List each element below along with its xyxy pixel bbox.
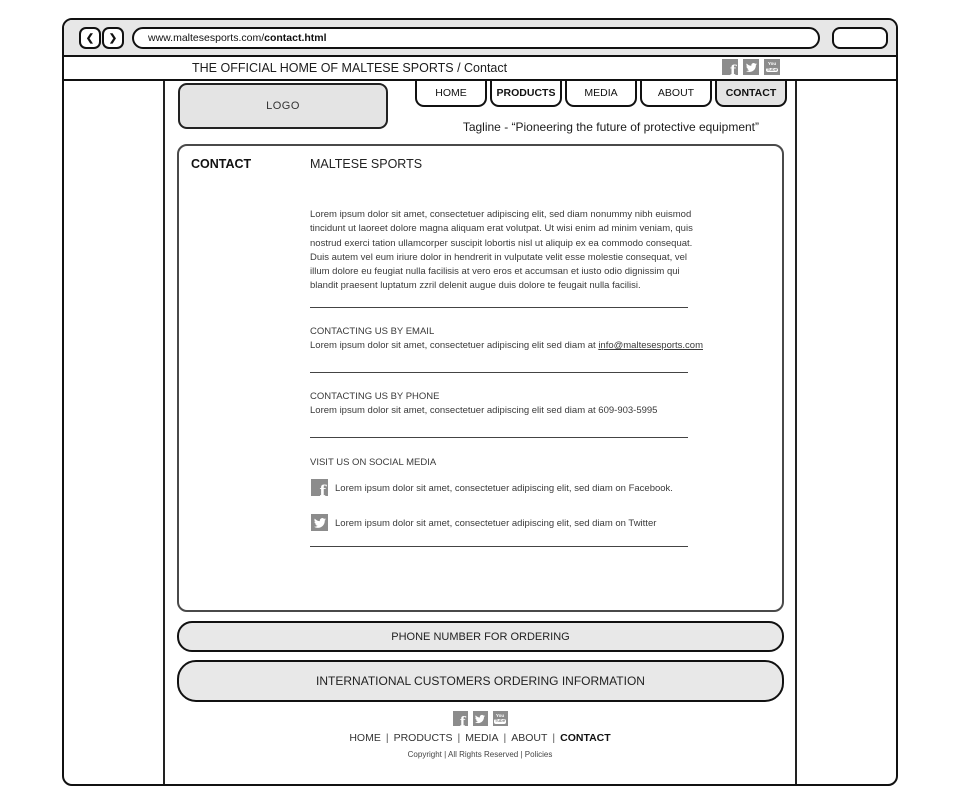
footer-separator: | — [503, 732, 507, 744]
phone-section-heading: CONTACTING US BY PHONE — [310, 391, 440, 402]
site-header — [64, 57, 896, 81]
footer-social-icons — [165, 711, 795, 726]
browser-back-button[interactable] — [79, 27, 101, 49]
divider — [310, 307, 688, 308]
page-title: CONTACT — [191, 157, 252, 171]
site-name: MALTESE SPORTS — [310, 157, 423, 171]
footer-link-products[interactable]: PRODUCTS — [393, 732, 453, 744]
tab-products[interactable]: PRODUCTS — [490, 81, 562, 107]
page-container — [163, 81, 797, 784]
facebook-line-text: Lorem ipsum dolor sit amet, consectetuer adipiscing elit, sed diam on Facebook. — [335, 483, 673, 494]
tab-media[interactable]: MEDIA — [565, 81, 637, 107]
twitter-icon[interactable] — [743, 59, 759, 75]
browser-menu-button[interactable] — [832, 27, 888, 49]
contact-content-box — [177, 144, 784, 612]
email-link[interactable]: info@maltesesports.com — [598, 340, 703, 351]
url-bar[interactable] — [132, 27, 820, 49]
facebook-icon[interactable] — [453, 711, 468, 726]
twitter-icon[interactable] — [311, 514, 328, 531]
browser-chrome — [64, 20, 896, 57]
footer-link-home[interactable]: HOME — [349, 732, 381, 744]
twitter-bird-icon — [746, 62, 757, 73]
email-section-heading: CONTACTING US BY EMAIL — [310, 326, 435, 337]
url-page-text: contact.html — [264, 32, 327, 44]
tab-home[interactable]: HOME — [415, 81, 487, 107]
youtube-glyph — [494, 714, 506, 724]
divider — [310, 437, 688, 438]
youtube-icon[interactable] — [764, 59, 780, 75]
site-logo[interactable]: LOGO — [178, 83, 388, 129]
phone-ordering-button[interactable]: PHONE NUMBER FOR ORDERING — [177, 621, 784, 652]
footer-separator: | — [385, 732, 389, 744]
footer-link-about[interactable]: ABOUT — [511, 732, 548, 744]
footer-link-media[interactable]: MEDIA — [465, 732, 499, 744]
twitter-bird-icon — [475, 714, 485, 724]
main-nav — [415, 81, 787, 107]
browser-window — [62, 18, 898, 786]
browser-forward-button[interactable] — [102, 27, 124, 49]
facebook-f-glyph: f — [459, 715, 466, 726]
facebook-icon[interactable] — [722, 59, 738, 75]
tab-about[interactable]: ABOUT — [640, 81, 712, 107]
youtube-you-text: You — [767, 61, 777, 66]
phone-section-text: Lorem ipsum dolor sit amet, consectetuer adipiscing elit sed diam at 609-903-5995 — [310, 405, 658, 416]
youtube-icon[interactable] — [493, 711, 508, 726]
tab-contact[interactable]: CONTACT — [715, 81, 787, 107]
header-social-icons — [722, 59, 780, 75]
tagline: Tagline - “Pioneering the future of protective equipment” — [462, 120, 759, 134]
footer-nav — [165, 732, 795, 744]
email-text: Lorem ipsum dolor sit amet, consectetuer adipiscing elit sed diam at — [310, 340, 599, 351]
youtube-tube-text: Tube — [766, 66, 778, 72]
facebook-f-glyph: f — [729, 63, 736, 75]
intro-paragraph: Lorem ipsum dolor sit amet, consectetuer adipiscing elit, sed diam nonummy nibh euismod tincidunt ut laoreet dolore magna aliquam erat volutpat. Ut wisi enim ad minim veniam, quis nostrud exerci tation ullamcorper suscipit lobortis nisl ut aliquip ex ea commodo consequat. Duis autem vel eum iriure dolor in hendrerit in vulputate velit esse molestie consequat, vel illum dolore eu feugiat nulla facilisis at vero eros et accumsan et iusto odio dignissim qui blandit praesent luptatum zzril delenit augue duis dolore te feugait nulla facilisi. — [310, 209, 693, 292]
chevron-right-icon: ❯ — [108, 32, 118, 44]
footer-copyright: Copyright | All Rights Reserved | Policies — [407, 750, 553, 759]
social-section-heading: VISIT US ON SOCIAL MEDIA — [310, 457, 437, 468]
site-title: THE OFFICIAL HOME OF MALTESE SPORTS / Contact — [192, 61, 508, 75]
twitter-icon[interactable] — [473, 711, 488, 726]
divider — [310, 546, 688, 547]
footer-separator: | — [552, 732, 556, 744]
divider — [310, 372, 688, 373]
footer-link-contact[interactable]: CONTACT — [560, 732, 611, 744]
facebook-f-glyph: f — [319, 482, 326, 496]
youtube-tube-text: Tube — [494, 718, 506, 723]
international-ordering-button[interactable]: INTERNATIONAL CUSTOMERS ORDERING INFORMATION — [177, 660, 784, 702]
twitter-line-text: Lorem ipsum dolor sit amet, consectetuer adipiscing elit, sed diam on Twitter — [335, 518, 657, 529]
youtube-glyph — [766, 62, 778, 72]
twitter-bird-icon — [314, 517, 326, 529]
chevron-left-icon: ❮ — [85, 32, 95, 44]
youtube-you-text: You — [495, 712, 505, 718]
footer-separator: | — [457, 732, 461, 744]
url-text: www.maltesesports.com/ — [148, 32, 265, 44]
facebook-icon[interactable] — [311, 479, 328, 496]
email-section-text — [310, 340, 703, 351]
